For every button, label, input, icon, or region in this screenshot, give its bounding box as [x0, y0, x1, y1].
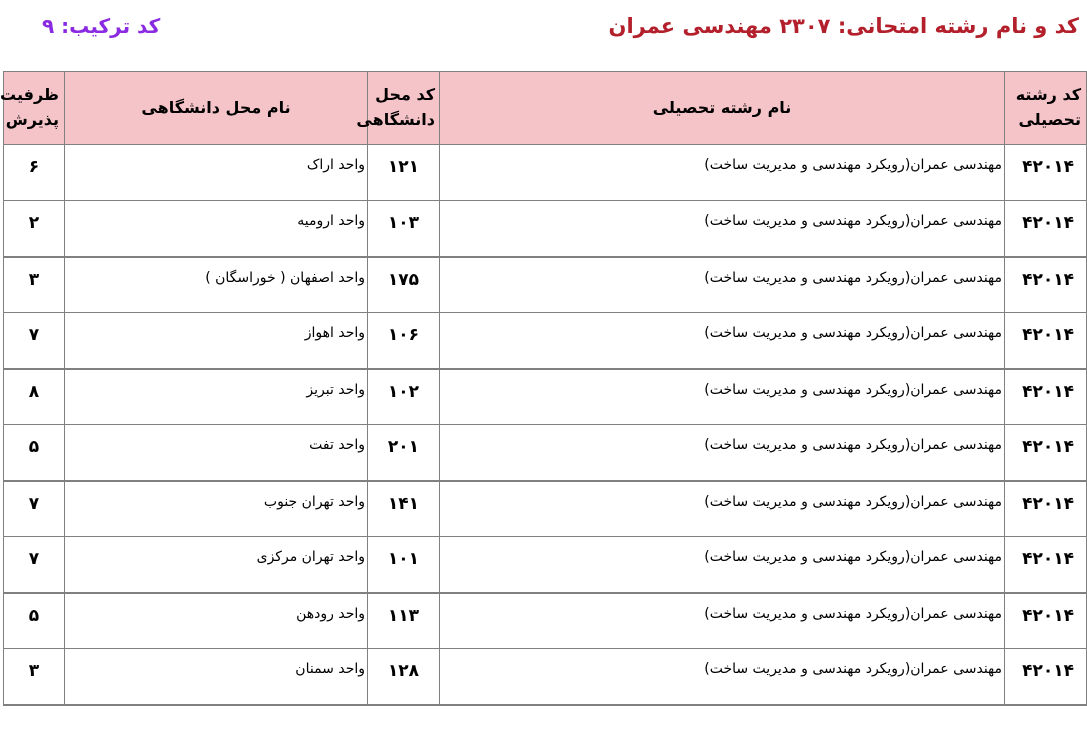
table-row: [4, 201, 1087, 257]
major-name-cell: مهندسی عمران(رویکرد مهندسی و مدیریت ساخت): [440, 257, 1005, 313]
capacity-cell: ۲: [4, 201, 65, 257]
uni-name-cell: واحد اهواز: [65, 313, 368, 369]
uni-name-cell: واحد سمنان: [65, 649, 368, 705]
uni-code-cell: ۱۴۱: [368, 481, 440, 537]
major-name-cell: مهندسی عمران(رویکرد مهندسی و مدیریت ساخت): [440, 481, 1005, 537]
capacity-cell: ۷: [4, 481, 65, 537]
table-row: [4, 593, 1087, 649]
uni-name-cell: واحد رودهن: [65, 593, 368, 649]
uni-code-cell: ۱۲۱: [368, 145, 440, 201]
table-row: [4, 481, 1087, 537]
page-header: [0, 0, 1087, 62]
table-row: [4, 369, 1087, 425]
table-row: [4, 425, 1087, 481]
uni-code-cell: ۱۰۳: [368, 201, 440, 257]
major-name-cell: مهندسی عمران(رویکرد مهندسی و مدیریت ساخت): [440, 369, 1005, 425]
capacity-cell: ۳: [4, 257, 65, 313]
uni-name-cell: واحد تفت: [65, 425, 368, 481]
major-name-cell: مهندسی عمران(رویکرد مهندسی و مدیریت ساخت): [440, 145, 1005, 201]
uni-name-cell: واحد تبریز: [65, 369, 368, 425]
capacity-cell: ۵: [4, 425, 65, 481]
uni-code-cell: ۱۰۶: [368, 313, 440, 369]
uni-code-cell: ۱۰۱: [368, 537, 440, 593]
table-row: [4, 257, 1087, 313]
column-header-uni-name: نام محل دانشگاهی: [65, 72, 368, 145]
uni-name-cell: واحد اراک: [65, 145, 368, 201]
uni-code-cell: ۱۰۲: [368, 369, 440, 425]
major-code-cell: ۴۲۰۱۴: [1005, 145, 1087, 201]
major-code-cell: ۴۲۰۱۴: [1005, 593, 1087, 649]
major-name-cell: مهندسی عمران(رویکرد مهندسی و مدیریت ساخت): [440, 593, 1005, 649]
uni-name-cell: واحد تهران مرکزی: [65, 537, 368, 593]
major-name-cell: مهندسی عمران(رویکرد مهندسی و مدیریت ساخت): [440, 313, 1005, 369]
major-code-cell: ۴۲۰۱۴: [1005, 481, 1087, 537]
major-code-cell: ۴۲۰۱۴: [1005, 425, 1087, 481]
capacity-cell: ۷: [4, 537, 65, 593]
capacity-cell: ۵: [4, 593, 65, 649]
capacity-cell: ۸: [4, 369, 65, 425]
table-row: [4, 537, 1087, 593]
major-name-cell: مهندسی عمران(رویکرد مهندسی و مدیریت ساخت): [440, 537, 1005, 593]
major-name-cell: مهندسی عمران(رویکرد مهندسی و مدیریت ساخت): [440, 425, 1005, 481]
capacity-table: [0, 71, 1087, 706]
uni-name-cell: واحد ارومیه: [65, 201, 368, 257]
uni-code-cell: ۱۲۸: [368, 649, 440, 705]
capacity-cell: ۶: [4, 145, 65, 201]
major-code-cell: ۴۲۰۱۴: [1005, 257, 1087, 313]
major-code-cell: ۴۲۰۱۴: [1005, 537, 1087, 593]
column-header-major-name: نام رشته تحصیلی: [440, 72, 1005, 145]
major-name-cell: مهندسی عمران(رویکرد مهندسی و مدیریت ساخت): [440, 649, 1005, 705]
capacity-cell: ۳: [4, 649, 65, 705]
major-code-cell: ۴۲۰۱۴: [1005, 649, 1087, 705]
major-code-cell: ۴۲۰۱۴: [1005, 201, 1087, 257]
column-header-capacity: ظرفیت پذیرش: [4, 72, 65, 145]
uni-code-cell: ۱۷۵: [368, 257, 440, 313]
exam-title: کد و نام رشته امتحانی: ۲۳۰۷ مهندسی عمران: [608, 14, 1079, 38]
major-name-cell: مهندسی عمران(رویکرد مهندسی و مدیریت ساخت): [440, 201, 1005, 257]
column-header-uni-code: کد محل دانشگاهی: [368, 72, 440, 145]
capacity-cell: ۷: [4, 313, 65, 369]
table-header-row: [4, 72, 1087, 145]
column-header-major-code: کد رشته تحصیلی: [1005, 72, 1087, 145]
uni-code-cell: ۱۱۳: [368, 593, 440, 649]
major-code-cell: ۴۲۰۱۴: [1005, 313, 1087, 369]
major-code-cell: ۴۲۰۱۴: [1005, 369, 1087, 425]
uni-name-cell: واحد تهران جنوب: [65, 481, 368, 537]
table-row: [4, 145, 1087, 201]
uni-name-cell: واحد اصفهان ( خوراسگان ): [65, 257, 368, 313]
table-row: [4, 313, 1087, 369]
uni-code-cell: ۲۰۱: [368, 425, 440, 481]
combo-code: کد ترکیب: ۹: [42, 14, 161, 38]
table-row: [4, 649, 1087, 705]
